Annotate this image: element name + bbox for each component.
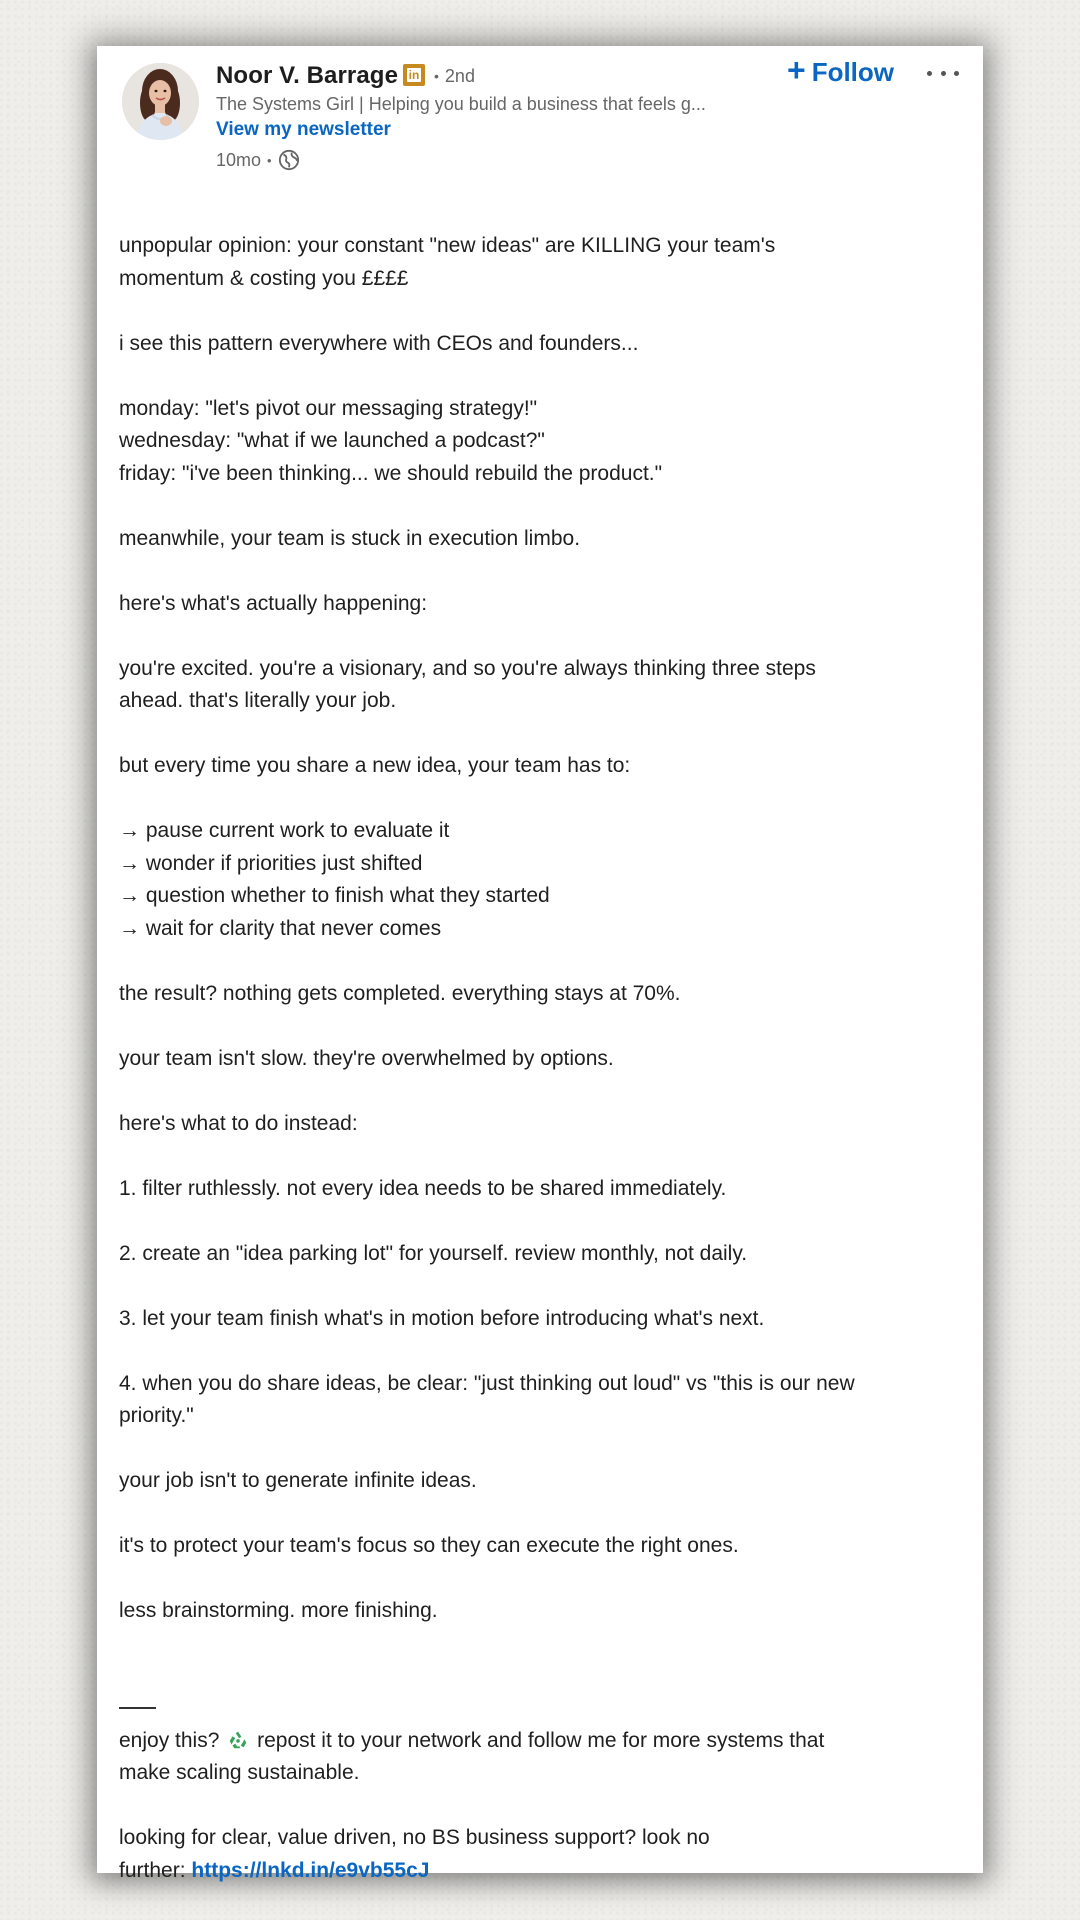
support-prefix: further: [119, 1858, 186, 1882]
cta-line-1 [119, 1725, 959, 1758]
blank-line [119, 1660, 959, 1693]
post-line: you're excited. you're a visionary, and so you're always thinking three steps [119, 656, 816, 680]
post-line: 2. create an "idea parking lot" for yourself. review monthly, not daily. [119, 1241, 748, 1265]
blank-line [119, 490, 959, 523]
post-link[interactable]: https://lnkd.in/e9vb55cJ [191, 1858, 430, 1882]
post-line: i see this pattern everywhere with CEOs and founders... [119, 331, 639, 355]
post-line: here's what's actually happening: [119, 591, 428, 615]
plus-icon: + [787, 52, 806, 88]
more-options-button[interactable] [927, 66, 959, 80]
post-line: 1. filter ruthlessly. not every idea needs to be shared immediately. [119, 1176, 727, 1200]
blank-line [119, 360, 959, 393]
connection-degree: 2nd [444, 65, 475, 86]
blank-line [119, 1140, 959, 1173]
blank-line [119, 295, 959, 328]
globe-icon [278, 149, 300, 171]
blank-line [119, 1335, 959, 1368]
post-timestamp: 10mo [216, 149, 262, 170]
post-line: unpopular opinion: your constant "new ideas" are KILLING your team's [119, 234, 776, 257]
post-meta [216, 149, 300, 171]
separator-dot: • [434, 68, 439, 84]
post-line: friday: "i've been thinking... we should rebuild the product." [119, 461, 663, 485]
post-line: it's to protect your team's focus so they can execute the right ones. [119, 1534, 739, 1557]
blank-line [119, 783, 959, 816]
blank-line [119, 555, 959, 588]
blank-line [119, 1498, 959, 1531]
author-name-row [216, 62, 475, 90]
blank-line [119, 718, 959, 751]
author-headline: The Systems Girl | Helping you build a business that feels g... [216, 94, 706, 114]
separator-dot: • [267, 152, 272, 168]
post-line: ahead. that's literally your job. [119, 689, 397, 712]
blank-line [119, 1075, 959, 1108]
blank-line [119, 1010, 959, 1043]
support-line-2 [119, 1855, 959, 1888]
post-line: wednesday: "what if we launched a podcast?" [119, 429, 545, 452]
blank-line [119, 945, 959, 978]
post-line: monday: "let's pivot our messaging strategy!" [119, 396, 538, 420]
cta-text-end: repost it to your network and follow me for more systems that [257, 1728, 825, 1752]
blank-line [119, 1205, 959, 1238]
cta-line-2: make scaling sustainable. [119, 1761, 360, 1784]
linkedin-premium-icon [403, 64, 425, 86]
more-dot [941, 71, 946, 76]
post-line: → question whether to finish what they started [119, 884, 550, 907]
view-newsletter-link[interactable]: View my newsletter [216, 119, 391, 140]
more-dot [954, 71, 959, 76]
post-line: but every time you share a new idea, your team has to: [119, 754, 631, 777]
post-line: priority." [119, 1404, 194, 1427]
post-line: meanwhile, your team is stuck in execution limbo. [119, 526, 581, 550]
blank-line [119, 620, 959, 653]
post-line: → pause current work to evaluate it [119, 819, 450, 842]
blank-line [119, 1270, 959, 1303]
post-line: momentum & costing you ££££ [119, 266, 409, 290]
post-line: 3. let your team finish what's in motion before introducing what's next. [119, 1306, 765, 1330]
post-line: less brainstorming. more finishing. [119, 1599, 438, 1622]
avatar[interactable] [122, 63, 199, 140]
post-body [119, 230, 959, 1887]
blank-line [119, 1628, 959, 1661]
more-dot [927, 71, 932, 76]
blank-line [119, 1433, 959, 1466]
cta-text-start: enjoy this? [119, 1728, 220, 1752]
post-text [119, 230, 959, 1693]
post-line: the result? nothing gets completed. everything stays at 70%. [119, 981, 681, 1005]
avatar-image [122, 63, 199, 140]
blank-line [119, 1790, 959, 1823]
recycle-icon [227, 1729, 249, 1751]
follow-button[interactable] [787, 52, 895, 88]
post-card [97, 46, 983, 1882]
post-line: 4. when you do share ideas, be clear: "just thinking out loud" vs "this is our new [119, 1371, 855, 1395]
blank-line [119, 1563, 959, 1596]
text-divider [119, 1707, 156, 1709]
post-line: → wait for clarity that never comes [119, 916, 442, 940]
post-line: here's what to do instead: [119, 1111, 358, 1135]
post-line: your job isn't to generate infinite ideas. [119, 1469, 477, 1492]
support-line-1: looking for clear, value driven, no BS business support? look no [119, 1826, 710, 1849]
follow-label: Follow [811, 56, 895, 87]
premium-badge-text: in [408, 68, 420, 82]
post-line: → wonder if priorities just shifted [119, 851, 423, 875]
post-line: your team isn't slow. they're overwhelmed by options. [119, 1046, 614, 1070]
post-header [97, 46, 983, 186]
author-name[interactable]: Noor V. Barrage [216, 62, 399, 89]
